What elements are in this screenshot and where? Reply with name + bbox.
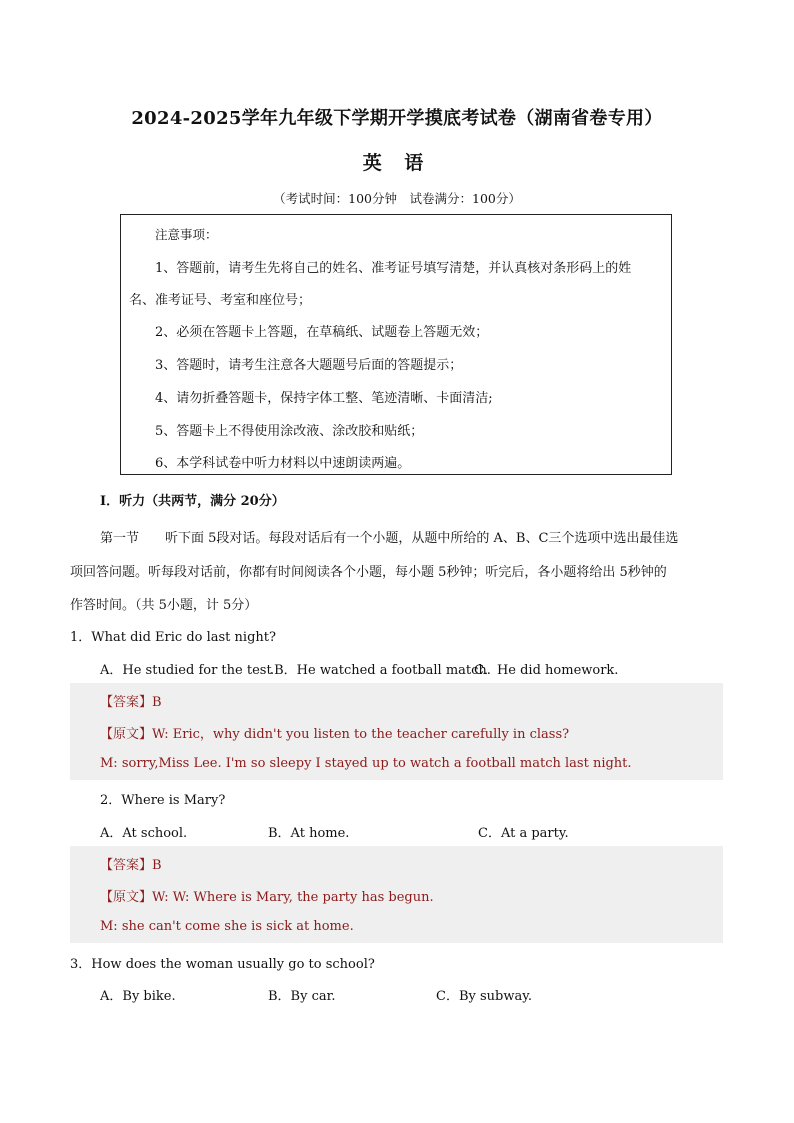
notice-item: 名、准考证号、考室和座位号； bbox=[129, 293, 312, 308]
notice-item: 2、必须在答题卡上答题，在草稿纸、试题卷上答题无效； bbox=[155, 325, 489, 340]
answer-label: 【答案】B bbox=[100, 695, 162, 710]
option-b: B．By car. bbox=[268, 989, 336, 1004]
transcript-line: 【原文】W: W: Where is Mary, the party has begun. bbox=[100, 890, 434, 905]
transcript-line: M: sorry,Miss Lee. I'm so sleepy I stayed up to watch a football match last night. bbox=[100, 756, 632, 771]
option-a: A．He studied for the test bbox=[100, 663, 272, 678]
notice-heading: 注意事项： bbox=[155, 227, 218, 242]
notice-item: 4、请勿折叠答题卡，保持字体工整、笔迹清晰、卡面清洁; bbox=[155, 391, 493, 406]
section-intro-line: 作答时间。（共 5小题，计 5分） bbox=[70, 598, 258, 613]
notice-item: 6、本学科试卷中听力材料以中速朗读两遍。 bbox=[155, 456, 411, 471]
section-title: I．听力（共两节，满分 20分） bbox=[100, 494, 285, 509]
option-c: C．He did homework. bbox=[474, 663, 619, 678]
transcript-line: 【原文】W: Eric，why didn't you listen to the teacher carefully in class? bbox=[100, 727, 570, 742]
option-a: A．By bike. bbox=[100, 989, 176, 1004]
notice-item: 3、答题时，请考生注意各大题题号后面的答题提示； bbox=[155, 358, 463, 373]
subject-title: 英 语 bbox=[362, 152, 432, 174]
option-a: A．At school. bbox=[100, 826, 188, 841]
notice-item: 5、答题卡上不得使用涂改液、涂改胶和贴纸； bbox=[155, 424, 424, 439]
exam-info: （考试时间：100分钟 试卷满分：100分） bbox=[273, 191, 521, 206]
answer-label: 【答案】B bbox=[100, 858, 162, 873]
option-b: .B．He watched a football match. bbox=[270, 663, 491, 678]
exam-title: 2024-2025学年九年级下学期开学摸底考试卷（湖南省卷专用） bbox=[131, 108, 663, 129]
transcript-line: M: she can't come she is sick at home. bbox=[100, 919, 354, 934]
notice-box bbox=[120, 214, 672, 475]
answer-panel bbox=[70, 683, 723, 780]
question-stem: 2．Where is Mary? bbox=[100, 793, 226, 808]
section-intro-line: 项回答问题。听每段对话前，你都有时间阅读各个小题，每小题 5秒钟；听完后，各小题将给出 5秒钟的 bbox=[70, 565, 667, 580]
question-stem: 3．How does the woman usually go to school? bbox=[70, 957, 375, 972]
notice-item: 1、答题前，请考生先将自己的姓名、准考证号填写清楚，并认真核对条形码上的姓 bbox=[155, 261, 632, 276]
option-c: C．At a party. bbox=[478, 826, 569, 841]
answer-panel bbox=[70, 846, 723, 943]
question-stem: 1．What did Eric do last night? bbox=[70, 630, 276, 645]
option-c: C．By subway. bbox=[436, 989, 532, 1004]
section-intro-line: 第一节 听下面 5段对话。每段对话后有一个小题，从题中所给的 A、B、C三个选项中选出最佳选 bbox=[100, 531, 679, 546]
option-b: B．At home. bbox=[268, 826, 350, 841]
